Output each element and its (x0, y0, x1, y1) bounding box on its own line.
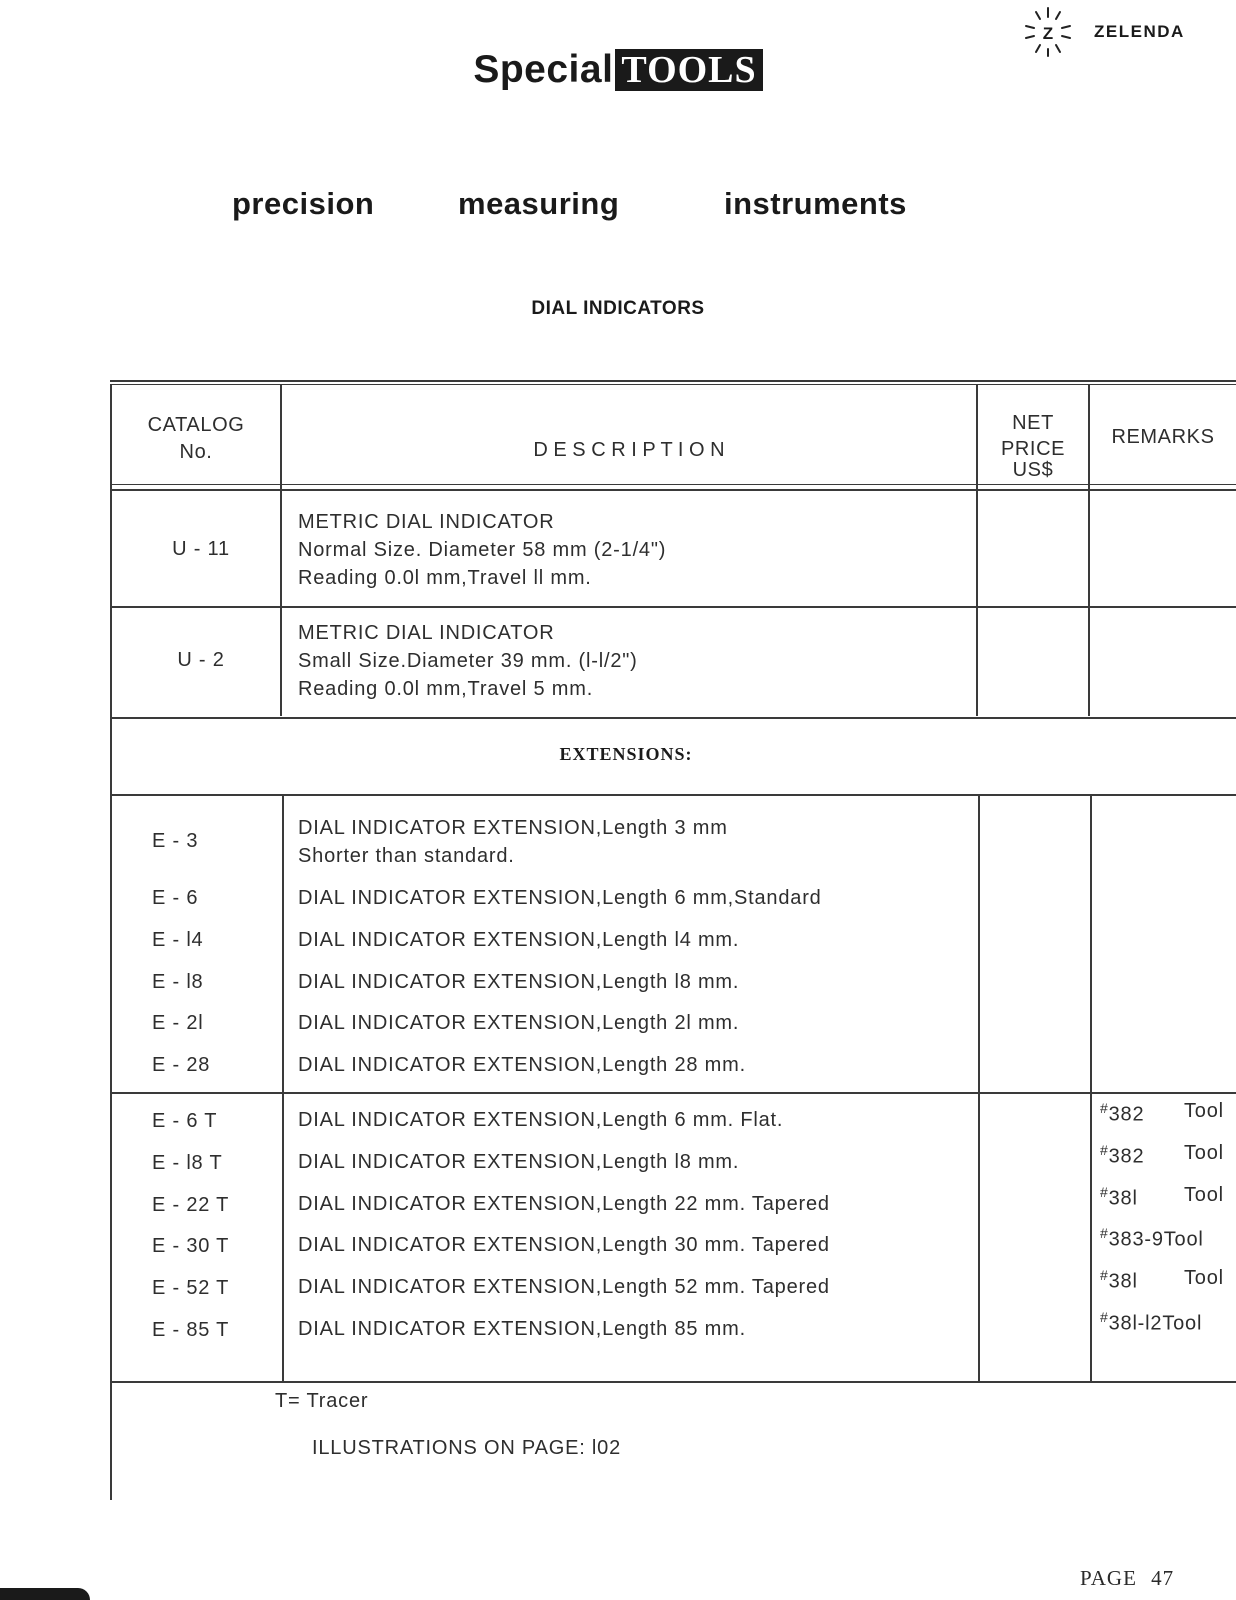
description-line: Reading 0.0l mm,Travel 5 mm. (298, 678, 594, 700)
description-e6t: DIAL INDICATOR EXTENSION,Length 6 mm. Flat. (298, 1109, 784, 1131)
col-divider-1b (282, 795, 284, 1381)
remark-hash: # (1100, 1225, 1109, 1241)
page-title (0, 48, 1236, 92)
extensions-rule (110, 794, 1236, 796)
remark-e85t (1100, 1309, 1230, 1336)
header-catalog-line1: CATALOG (147, 414, 245, 436)
header-rule-1 (110, 484, 1236, 485)
scan-corner-mark (0, 1588, 90, 1600)
remark-number: 38l-l2 (1108, 1312, 1163, 1335)
remark-tool: Tool (1163, 1228, 1204, 1251)
catalog-e6t: E - 6 T (152, 1110, 218, 1132)
col-divider-3b (1090, 795, 1092, 1381)
description-line: Shorter than standard. (298, 845, 515, 867)
catalog-e22t: E - 22 T (152, 1194, 230, 1216)
remark-tool: Tool (1184, 1184, 1224, 1206)
description-e21: DIAL INDICATOR EXTENSION,Length 2l mm. (298, 1012, 740, 1034)
remark-e22t (1100, 1184, 1230, 1211)
catalog-e28: E - 28 (152, 1054, 211, 1076)
remark-tool: Tool (1184, 1142, 1224, 1164)
table-bottom-rule (112, 1381, 1236, 1383)
table-top-border (110, 380, 1236, 382)
header-description: D E S C R I P T I O N (533, 439, 725, 461)
extensions-label: EXTENSIONS: (559, 744, 693, 764)
table-top-border-inner (110, 384, 1236, 385)
header-price-line3: US$ (1012, 459, 1054, 481)
header-catalog-line2: No. (179, 441, 213, 463)
description-e6: DIAL INDICATOR EXTENSION,Length 6 mm,Standard (298, 887, 822, 909)
remark-number: 383-9 (1108, 1228, 1164, 1251)
catalog-e21: E - 2l (152, 1012, 204, 1034)
remark-tool: Tool (1184, 1100, 1224, 1122)
remark-number: 382 (1108, 1103, 1145, 1126)
description-e28: DIAL INDICATOR EXTENSION,Length 28 mm. (298, 1054, 746, 1076)
subtitle-measuring: measuring (458, 186, 620, 221)
subtitle-precision: precision (232, 186, 375, 221)
description-line: Small Size.Diameter 39 mm. (l-l/2") (298, 650, 638, 672)
remark-hash: # (1100, 1184, 1109, 1200)
remark-e18t (1100, 1142, 1230, 1169)
remark-hash: # (1100, 1142, 1109, 1158)
description-e30t: DIAL INDICATOR EXTENSION,Length 30 mm. Tapered (298, 1234, 830, 1256)
catalog-u11: U - 11 (172, 538, 230, 560)
table-left-border (110, 384, 112, 1500)
catalog-e30t: E - 30 T (152, 1235, 230, 1257)
remark-tool: Tool (1162, 1312, 1203, 1335)
header-catalog (112, 412, 280, 466)
catalog-e85t: E - 85 T (152, 1319, 230, 1341)
description-e85t: DIAL INDICATOR EXTENSION,Length 85 mm. (298, 1318, 746, 1340)
remark-number: 38l (1108, 1187, 1138, 1210)
title-special: Special (473, 48, 614, 91)
section-heading: DIAL INDICATORS (531, 298, 705, 319)
header-price-line2: PRICE (1000, 438, 1066, 460)
remark-e6t (1100, 1100, 1230, 1127)
header-remarks: REMARKS (1111, 426, 1215, 448)
row-rule-2 (110, 717, 1236, 719)
logo-letter: Z (1042, 24, 1054, 43)
description-line: Normal Size. Diameter 58 mm (2-1/4") (298, 539, 667, 561)
catalog-e6: E - 6 (152, 887, 199, 909)
catalog-e18: E - l8 (152, 971, 204, 993)
remark-e52t (1100, 1267, 1230, 1294)
illustrations-note: ILLUSTRATIONS ON PAGE: l02 (312, 1437, 622, 1459)
description-e3 (298, 814, 728, 870)
row-rule-1 (110, 606, 1236, 608)
tracer-footnote: T= Tracer (275, 1390, 369, 1412)
subtitle-instruments: instruments (724, 186, 907, 221)
header-net-price (978, 410, 1088, 481)
description-line: METRIC DIAL INDICATOR (298, 511, 555, 533)
catalog-e3: E - 3 (152, 830, 199, 852)
remark-hash: # (1100, 1309, 1109, 1325)
description-e18t: DIAL INDICATOR EXTENSION,Length l8 mm. (298, 1151, 740, 1173)
remark-tool: Tool (1184, 1267, 1224, 1289)
remark-hash: # (1100, 1267, 1109, 1283)
description-e52t: DIAL INDICATOR EXTENSION,Length 52 mm. Tapered (298, 1276, 830, 1298)
description-e18: DIAL INDICATOR EXTENSION,Length l8 mm. (298, 971, 740, 993)
remark-e30t (1100, 1225, 1230, 1252)
catalog-u2: U - 2 (177, 649, 225, 671)
description-line: Reading 0.0l mm,Travel ll mm. (298, 567, 592, 589)
description-line: METRIC DIAL INDICATOR (298, 622, 555, 644)
catalog-e14: E - l4 (152, 929, 204, 951)
description-line: DIAL INDICATOR EXTENSION,Length 3 mm (298, 817, 728, 839)
title-tools-badge: TOOLS (615, 49, 762, 91)
remark-hash: # (1100, 1100, 1109, 1116)
description-e14: DIAL INDICATOR EXTENSION,Length l4 mm. (298, 929, 740, 951)
header-rule-2 (110, 489, 1236, 491)
tracer-rule (112, 1092, 1236, 1094)
brand-name: ZELENDA (1094, 22, 1185, 41)
description-e22t: DIAL INDICATOR EXTENSION,Length 22 mm. Tapered (298, 1193, 830, 1215)
remark-number: 38l (1108, 1270, 1138, 1293)
col-divider-2b (978, 795, 980, 1381)
page-label: PAGE (1080, 1566, 1137, 1590)
remark-number: 382 (1108, 1145, 1145, 1168)
page-value: 47 (1151, 1566, 1175, 1590)
page-number (1080, 1566, 1174, 1591)
header-price-line1: NET (1012, 412, 1054, 434)
description-u2 (298, 619, 638, 703)
catalog-e52t: E - 52 T (152, 1277, 230, 1299)
description-u11 (298, 508, 666, 592)
catalog-e18t: E - l8 T (152, 1152, 223, 1174)
